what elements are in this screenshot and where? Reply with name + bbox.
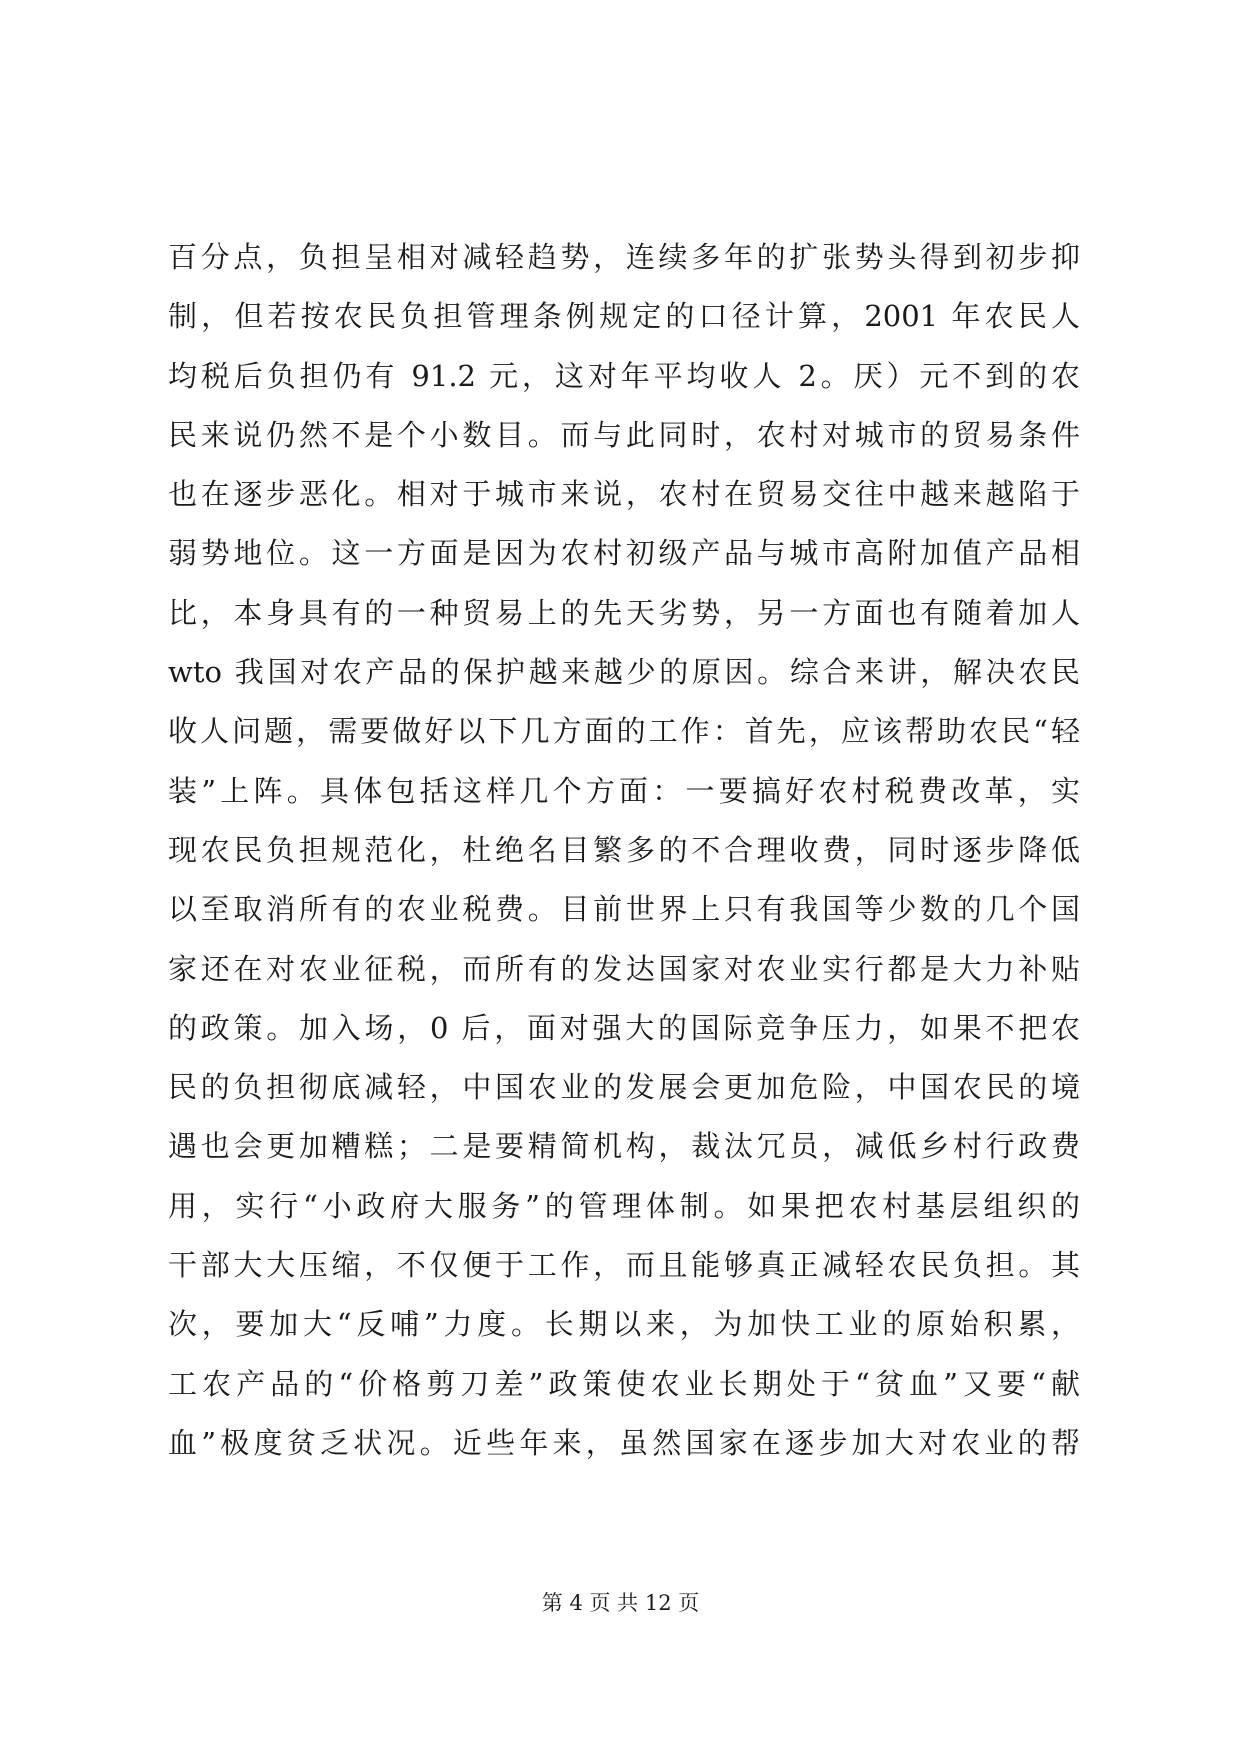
page-number-footer: 第 4 页 共 12 页	[541, 1591, 700, 1615]
text-line: 民的负担彻底减轻，中国农业的发展会更加危险，中国农民的境	[168, 1070, 1080, 1105]
text-line: 均税后负担仍有 91.2 元，这对年平均收人 2。厌）元不到的农	[168, 358, 1080, 393]
text-line: 也在逐步恶化。相对于城市来说，农村在贸易交往中越来越陷于	[168, 477, 1080, 512]
text-line: 弱势地位。这一方面是因为农村初级产品与城市高附加值产品相	[168, 536, 1080, 571]
text-line: 制，但若按农民负担管理条例规定的口径计算，2001 年农民人	[168, 299, 1080, 334]
text-line: 用，实行“小政府大服务”的管理体制。如果把农村基层组织的	[168, 1188, 1080, 1223]
text-line: 血”极度贫乏状况。近些年来，虽然国家在逐步加大对农业的帮	[168, 1425, 1080, 1460]
text-line: 装”上阵。具体包括这样几个方面：一要搞好农村税费改革，实	[168, 773, 1080, 808]
text-line: 次，要加大“反哺”力度。长期以来，为加快工业的原始积累，	[168, 1307, 1080, 1342]
text-line: 遇也会更加糟糕；二是要精简机构，裁汰冗员，减低乡村行政费	[168, 1129, 1080, 1164]
text-line: 的政策。加入场，0 后，面对强大的国际竞争压力，如果不把农	[168, 1010, 1080, 1045]
text-line: 民来说仍然不是个小数目。而与此同时，农村对城市的贸易条件	[168, 417, 1080, 452]
text-line: 比，本身具有的一种贸易上的先天劣势，另一方面也有随着加人	[168, 595, 1080, 630]
text-line: 现农民负担规范化，杜绝名目繁多的不合理收费，同时逐步降低	[168, 832, 1080, 867]
text-line: wto 我国对农产品的保护越来越少的原因。综合来讲，解决农民	[168, 655, 1080, 690]
text-line: 收人问题，需要做好以下几方面的工作：首先，应该帮助农民“轻	[168, 714, 1080, 749]
body-text	[168, 228, 1080, 1473]
text-line: 百分点，负担呈相对减轻趋势，连续多年的扩张势头得到初步抑	[168, 240, 1080, 274]
text-line: 干部大大压缩，不仅便于工作，而且能够真正减轻农民负担。其	[168, 1248, 1080, 1283]
text-line: 工农产品的“价格剪刀差”政策使农业长期处于“贫血”又要“献	[168, 1366, 1080, 1401]
text-line: 以至取消所有的农业税费。目前世界上只有我国等少数的几个国	[168, 892, 1080, 927]
text-line: 家还在对农业征税，而所有的发达国家对农业实行都是大力补贴	[168, 951, 1080, 986]
